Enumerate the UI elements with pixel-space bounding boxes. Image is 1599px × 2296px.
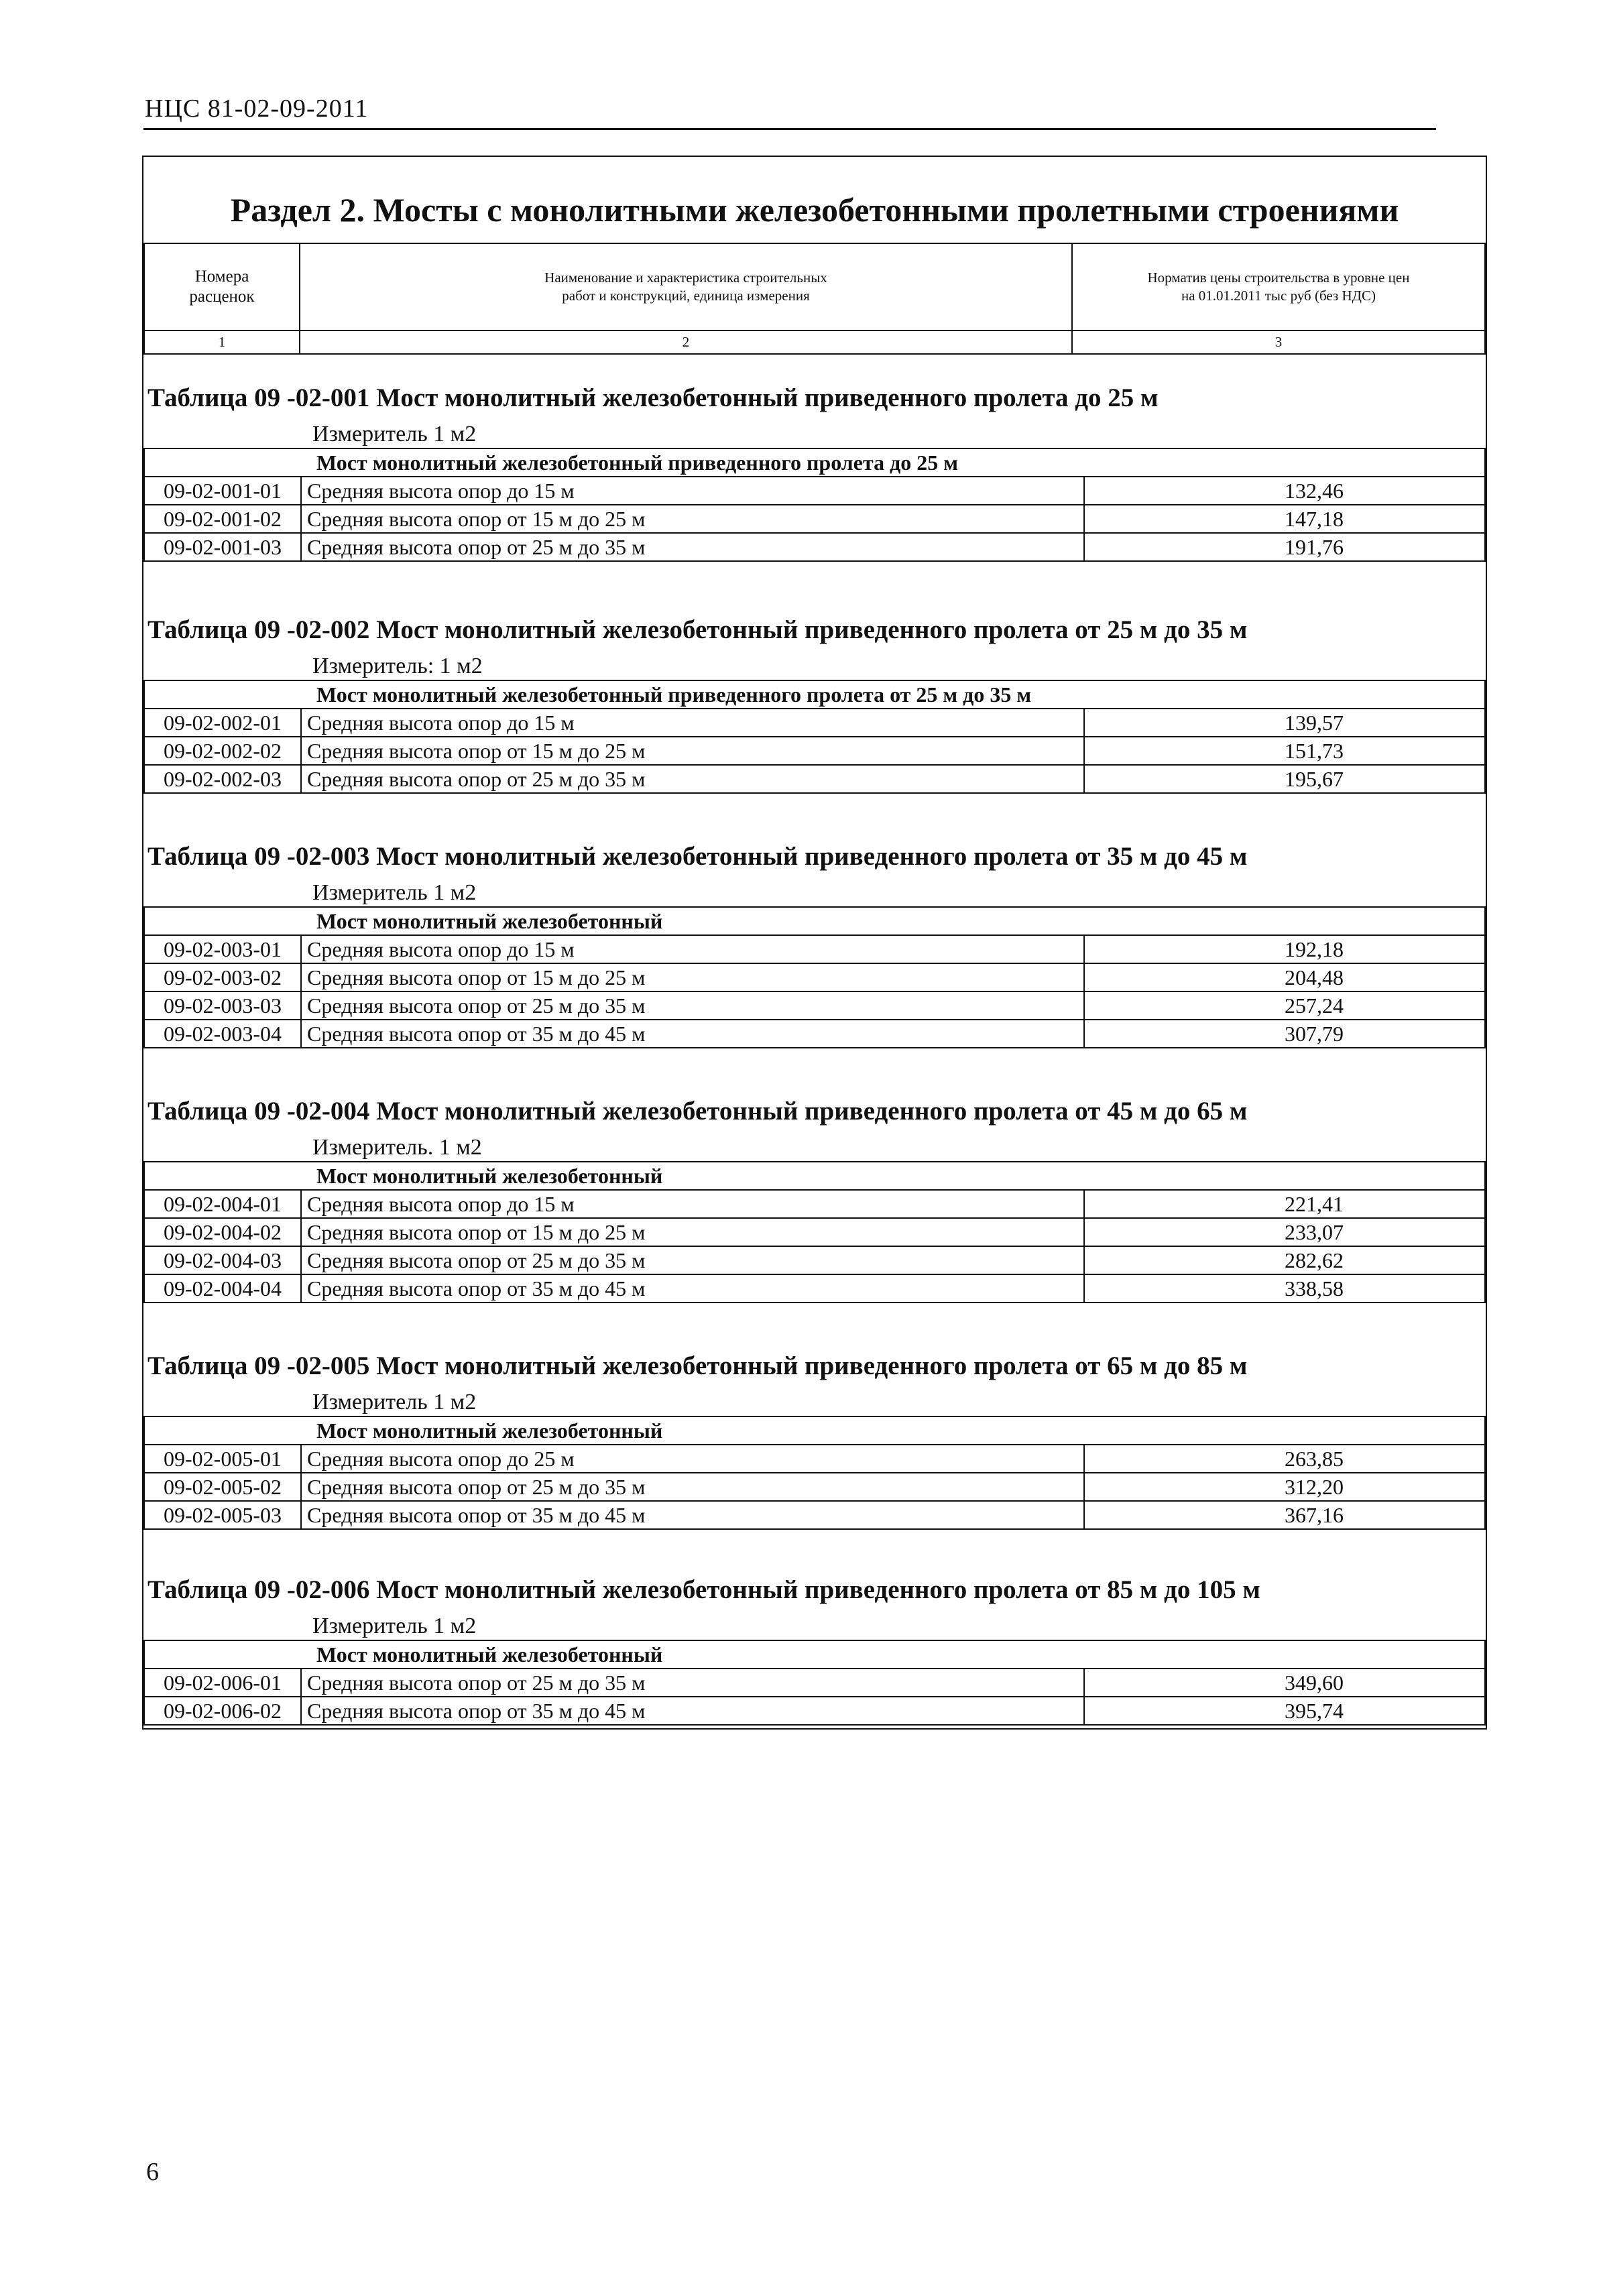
table-measure: Измеритель 1 м2 — [312, 1614, 477, 1638]
row-code: 09-02-002-01 — [144, 709, 301, 737]
row-value: 233,07 — [1084, 1218, 1485, 1246]
price-table-005 — [143, 1343, 1486, 1530]
table-grid — [143, 1416, 1486, 1530]
column-number-2: 2 — [300, 330, 1072, 354]
row-value: 139,57 — [1084, 709, 1485, 737]
row-name: Средняя высота опор от 15 м до 25 м — [301, 963, 1084, 991]
row-name: Средняя высота опор от 25 м до 35 м — [301, 765, 1084, 793]
table-measure: Измеритель. 1 м2 — [312, 1135, 482, 1160]
table-measure: Измеритель 1 м2 — [312, 880, 477, 905]
row-code: 09-02-006-02 — [144, 1697, 301, 1725]
table-row — [144, 709, 1485, 737]
row-code: 09-02-002-02 — [144, 737, 301, 765]
table-subtitle: Мост монолитный железобетонный — [144, 1640, 1485, 1669]
row-value: 395,74 — [1084, 1697, 1485, 1725]
table-row — [144, 1473, 1485, 1501]
table-subtitle-row — [144, 680, 1485, 709]
table-subtitle: Мост монолитный железобетонный приведенного пролета до 25 м — [144, 448, 1485, 477]
row-code: 09-02-003-01 — [144, 935, 301, 963]
table-grid — [143, 1161, 1486, 1303]
table-subtitle: Мост монолитный железобетонный — [144, 907, 1485, 935]
table-row — [144, 533, 1485, 561]
row-name: Средняя высота опор от 35 м до 45 м — [301, 1020, 1084, 1048]
table-row — [144, 505, 1485, 533]
table-subtitle: Мост монолитный железобетонный — [144, 1416, 1485, 1445]
table-subtitle-row — [144, 1416, 1485, 1445]
row-code: 09-02-005-01 — [144, 1445, 301, 1473]
row-code: 09-02-006-01 — [144, 1669, 301, 1697]
column-number-1: 1 — [144, 330, 300, 354]
table-measure: Измеритель 1 м2 — [312, 422, 477, 446]
row-value: 132,46 — [1084, 477, 1485, 505]
row-name: Средняя высота опор до 25 м — [301, 1445, 1084, 1473]
row-code: 09-02-005-03 — [144, 1501, 301, 1529]
table-row — [144, 765, 1485, 793]
row-code: 09-02-003-04 — [144, 1020, 301, 1048]
row-name: Средняя высота опор от 35 м до 45 м — [301, 1501, 1084, 1529]
header-rule — [143, 128, 1436, 130]
column-header-table — [143, 243, 1486, 355]
table-title: Таблица 09 -02-002 Мост монолитный железобетонный приведенного пролета от 25 м до 35 м — [147, 615, 1248, 644]
table-row — [144, 1445, 1485, 1473]
table-subtitle: Мост монолитный железобетонный приведенного пролета от 25 м до 35 м — [144, 680, 1485, 709]
row-name: Средняя высота опор от 35 м до 45 м — [301, 1274, 1084, 1303]
row-name: Средняя высота опор до 15 м — [301, 935, 1084, 963]
price-table-002 — [143, 607, 1486, 794]
table-title: Таблица 09 -02-003 Мост монолитный железобетонный приведенного пролета от 35 м до 45 м — [147, 842, 1248, 871]
table-subtitle: Мост монолитный железобетонный — [144, 1162, 1485, 1190]
price-table-006 — [143, 1567, 1486, 1726]
column-header-name: Наименование и характеристика строительных работ и конструкций, единица измерения — [300, 243, 1072, 330]
table-row — [144, 991, 1485, 1020]
table-row — [144, 1669, 1485, 1697]
table-row — [144, 1218, 1485, 1246]
row-value: 195,67 — [1084, 765, 1485, 793]
row-name: Средняя высота опор от 25 м до 35 м — [301, 533, 1084, 561]
row-name: Средняя высота опор от 15 м до 25 м — [301, 1218, 1084, 1246]
row-value: 192,18 — [1084, 935, 1485, 963]
column-header-codes: Номера расценок — [144, 243, 300, 330]
price-table-004 — [143, 1089, 1486, 1303]
table-row — [144, 1246, 1485, 1274]
row-value: 349,60 — [1084, 1669, 1485, 1697]
row-code: 09-02-001-01 — [144, 477, 301, 505]
table-title: Таблица 09 -02-004 Мост монолитный железобетонный приведенного пролета от 45 м до 65 м — [147, 1097, 1248, 1126]
document-code: НЦС 81-02-09-2011 — [145, 95, 369, 123]
table-row — [144, 477, 1485, 505]
table-grid — [143, 1640, 1486, 1726]
row-value: 282,62 — [1084, 1246, 1485, 1274]
row-value: 367,16 — [1084, 1501, 1485, 1529]
table-subtitle-row — [144, 1162, 1485, 1190]
row-code: 09-02-005-02 — [144, 1473, 301, 1501]
table-grid — [143, 448, 1486, 562]
row-name: Средняя высота опор от 35 м до 45 м — [301, 1697, 1084, 1725]
row-value: 307,79 — [1084, 1020, 1485, 1048]
table-row — [144, 963, 1485, 991]
row-value: 191,76 — [1084, 533, 1485, 561]
row-value: 147,18 — [1084, 505, 1485, 533]
table-subtitle-row — [144, 448, 1485, 477]
row-name: Средняя высота опор до 15 м — [301, 477, 1084, 505]
table-row — [144, 737, 1485, 765]
table-title: Таблица 09 -02-001 Мост монолитный железобетонный приведенного пролета до 25 м — [147, 383, 1159, 412]
table-grid — [143, 906, 1486, 1048]
page-number: 6 — [146, 2158, 159, 2186]
row-value: 151,73 — [1084, 737, 1485, 765]
row-name: Средняя высота опор от 25 м до 35 м — [301, 991, 1084, 1020]
row-code: 09-02-004-02 — [144, 1218, 301, 1246]
row-value: 338,58 — [1084, 1274, 1485, 1303]
row-value: 263,85 — [1084, 1445, 1485, 1473]
row-value: 312,20 — [1084, 1473, 1485, 1501]
row-name: Средняя высота опор до 15 м — [301, 709, 1084, 737]
table-measure: Измеритель 1 м2 — [312, 1390, 477, 1414]
table-row — [144, 1697, 1485, 1725]
table-row — [144, 1274, 1485, 1303]
row-name: Средняя высота опор до 15 м — [301, 1190, 1084, 1218]
table-subtitle-row — [144, 1640, 1485, 1669]
table-row — [144, 1190, 1485, 1218]
row-code: 09-02-003-02 — [144, 963, 301, 991]
table-row — [144, 935, 1485, 963]
table-subtitle-row — [144, 907, 1485, 935]
row-code: 09-02-004-04 — [144, 1274, 301, 1303]
row-value: 221,41 — [1084, 1190, 1485, 1218]
row-code: 09-02-001-02 — [144, 505, 301, 533]
content-frame — [142, 156, 1487, 1730]
row-code: 09-02-001-03 — [144, 533, 301, 561]
price-table-003 — [143, 834, 1486, 1048]
table-title: Таблица 09 -02-006 Мост монолитный железобетонный приведенного пролета от 85 м до 105 м — [147, 1575, 1260, 1604]
row-value: 257,24 — [1084, 991, 1485, 1020]
table-row — [144, 1020, 1485, 1048]
row-value: 204,48 — [1084, 963, 1485, 991]
row-name: Средняя высота опор от 25 м до 35 м — [301, 1669, 1084, 1697]
row-name: Средняя высота опор от 15 м до 25 м — [301, 505, 1084, 533]
row-name: Средняя высота опор от 25 м до 35 м — [301, 1473, 1084, 1501]
table-measure: Измеритель: 1 м2 — [312, 654, 483, 678]
column-header-price: Норматив цены строительства в уровне цен на 01.01.2011 тыс руб (без НДС) — [1072, 243, 1485, 330]
column-number-3: 3 — [1072, 330, 1485, 354]
row-name: Средняя высота опор от 25 м до 35 м — [301, 1246, 1084, 1274]
section-title: Раздел 2. Мосты с монолитными железобетонными пролетными строениями — [230, 191, 1399, 229]
row-name: Средняя высота опор от 15 м до 25 м — [301, 737, 1084, 765]
table-title: Таблица 09 -02-005 Мост монолитный железобетонный приведенного пролета от 65 м до 85 м — [147, 1351, 1248, 1380]
table-row — [144, 1501, 1485, 1529]
table-grid — [143, 680, 1486, 794]
row-code: 09-02-004-03 — [144, 1246, 301, 1274]
row-code: 09-02-004-01 — [144, 1190, 301, 1218]
row-code: 09-02-003-03 — [144, 991, 301, 1020]
price-table-001 — [143, 375, 1486, 562]
row-code: 09-02-002-03 — [144, 765, 301, 793]
